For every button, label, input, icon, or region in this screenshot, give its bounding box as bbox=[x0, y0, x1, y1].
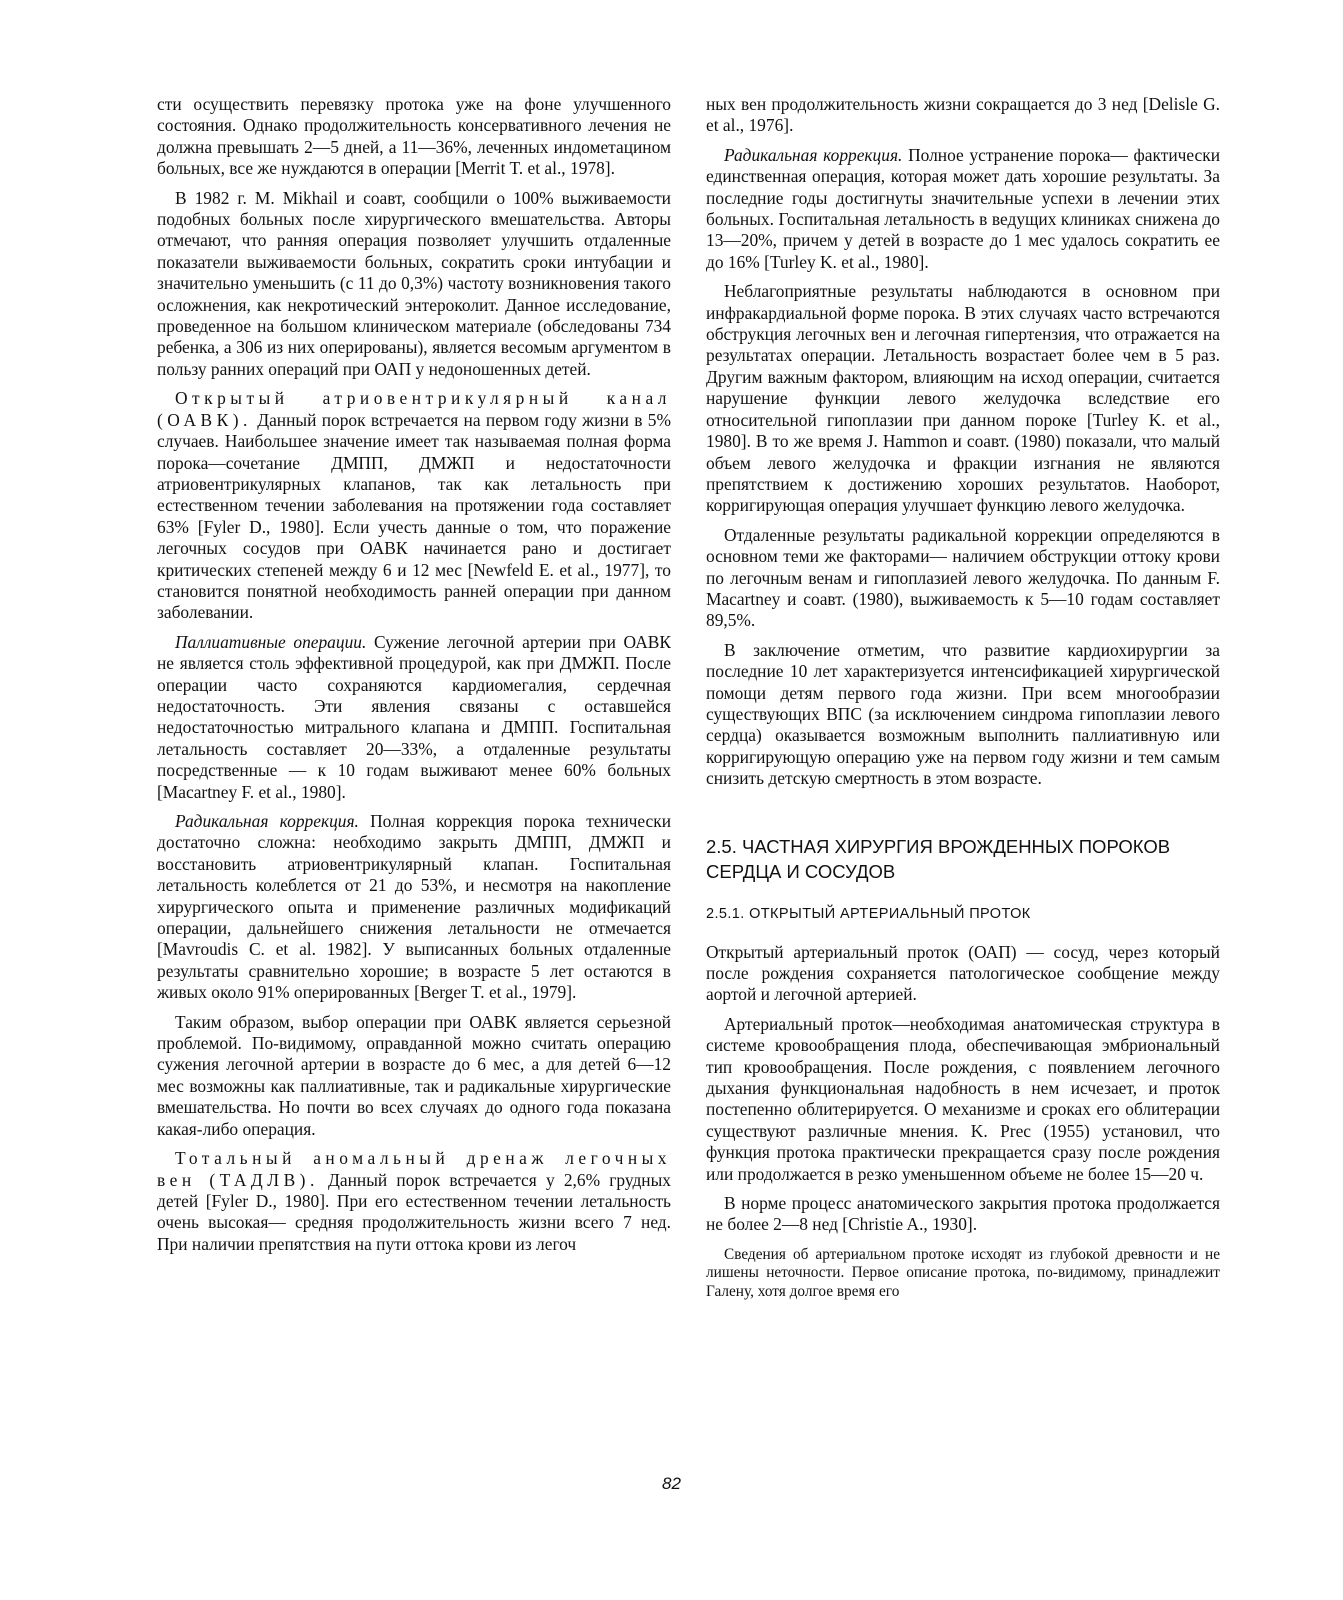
right-column bbox=[706, 94, 1220, 1310]
paragraph: сти осуществить перевязку протока уже на фоне улучшенного состояния. Однако продолжительность консервативного лечения не должна превышать 2—5 дней, а 11—36%, леченных индометацином больных, все же нуждаются в операции [Merrit T. et al., 1978]. bbox=[157, 94, 671, 179]
left-column bbox=[157, 94, 671, 1263]
spaced-heading: Открытый атриовентрикулярный канал (ОАВК). bbox=[157, 388, 671, 430]
italic-heading: Паллиативные операции. bbox=[175, 631, 367, 652]
paragraph: Неблагоприятные результаты наблюдаются в основном при инфракардиальной форме порока. В этих случаях часто встречаются обструкция легочных вен и легочная гипертензия, что отражается на результатах операции. Летальность возрастает более чем в 5 раз. Другим важным фактором, влияющим на исход операции, считается нарушение функции левого желудочка вследствие его относительной гипоплазии при данном пороке [Turley K. et al., 1980]. В то же время J. Hammon и соавт. (1980) показали, что малый объем левого желудочка и фракции изгнания не являются препятствием к достижению хороших результатов. Наоборот, корригирующая операция улучшает функцию левого желудочка. bbox=[706, 281, 1220, 516]
italic-heading: Радикальная коррекция. bbox=[724, 144, 903, 165]
paragraph: Отдаленные результаты радикальной коррекции определяются в основном теми же факторами— наличием обструкции оттоку крови по легочным венам и гипоплазией левого желудочка. По данным F. Macartney и соавт. (1980), выживаемость к 5—10 годам составляет 89,5%. bbox=[706, 524, 1220, 631]
footnote-paragraph: Сведения об артериальном протоке исходят из глубокой древности и не лишены неточности. Первое описание протока, по-видимому, принадлежит Галену, хотя долгое время его bbox=[706, 1245, 1220, 1301]
paragraph-text: Данный порок встречается у 2,6% грудных детей [Fyler D., 1980]. При его естественном течении летальность очень высокая— средняя продолжительность жизни всего 7 нед. При наличии препятствия на пути оттока крови из легоч bbox=[157, 1169, 671, 1254]
paragraph-text: Полная коррекция порока технически достаточно сложна: необходимо закрыть ДМПП, ДМЖП и восстановить атриовентрикулярный клапан. Госпитальная летальность колеблется от 21 до 53%, и несмотря на накопление хирургического опыта и применение различных модификаций операции, дальнейшего снижения летальности не отмечается [Mavroudis C. et al. 1982]. У выписанных больных отдаленные результаты сравнительно хорошие; в возрасте 5 лет остаются в живых около 91% оперированных [Berger T. et al., 1979]. bbox=[157, 811, 671, 1003]
paragraph bbox=[706, 145, 1220, 273]
paragraph: В норме процесс анатомического закрытия протока продолжается не более 2—8 нед [Christie A., 1930]. bbox=[706, 1193, 1220, 1235]
paragraph bbox=[157, 388, 671, 623]
paragraph bbox=[157, 811, 671, 1004]
paragraph: Артериальный проток—необходимая анатомическая структура в системе кровообращения плода, обеспечивающая эмбриональный тип кровообращения. После рождения, с появлением легочного дыхания функциональная надобность в нем исчезает, и проток постепенно облитерируется. О механизме и сроках его облитерации существуют различные мнения. K. Prec (1955) установил, что функция протока практически прекращается сразу после рождения или продолжается в резко уменьшенном объеме не более 15—20 ч. bbox=[706, 1013, 1220, 1184]
spaced-heading: Тотальный аномальный дренаж легочных вен (ТАДЛВ). bbox=[157, 1148, 671, 1190]
page-number: 82 bbox=[662, 1474, 681, 1493]
paragraph: Таким образом, выбор операции при ОАВК является серьезной проблемой. По-видимому, оправданной можно считать операцию сужения легочной артерии в возрасте до 6 мес, а для детей 6—12 мес возможны как паллиативные, так и радикальные хирургические вмешательства. Но почти во всех случаях до одного года показана какая-либо операция. bbox=[157, 1011, 671, 1139]
paragraph bbox=[157, 632, 671, 803]
paragraph: В 1982 г. M. Mikhail и соавт, сообщили о 100% выживаемости подобных больных после хирургического вмешательства. Авторы отмечают, что ранняя операция позволяет улучшить отдаленные показатели выживаемости больных, сократить сроки интубации и значительно уменьшить (с 11 до 0,3%) частоту возникновения такого осложнения, как некротический энтероколит. Данное исследование, проведенное на большом клиническом материале (обследованы 734 ребенка, а 306 из них оперированы), является весомым аргументом в пользу ранних операций при ОАП у недоношенных детей. bbox=[157, 187, 671, 379]
italic-heading: Радикальная коррекция. bbox=[175, 811, 359, 831]
section-title: 2.5. ЧАСТНАЯ ХИРУРГИЯ ВРОЖДЕННЫХ ПОРОКОВ СЕРДЦА И СОСУДОВ bbox=[706, 835, 1171, 882]
paragraph: Открытый артериальный проток (ОАП) — сосуд, через который после рождения сохраняется патологическое сообщение между аортой и легочной артерией. bbox=[706, 941, 1220, 1005]
subsection-title: 2.5.1. ОТКРЫТЫЙ АРТЕРИАЛЬНЫЙ ПРОТОК bbox=[706, 905, 1031, 922]
paragraph-text: Полное устранение порока— фактически единственная операция, которая может дать хорошие результаты. За последние годы достигнуты значительные успехи в лечении этих больных. Госпитальная летальность в ведущих клиниках снижена до 13—20%, причем у детей в возрасте до 1 мес удалось сократить ее до 16% [Turley K. et al., 1980]. bbox=[706, 144, 1221, 272]
paragraph-text: Сужение легочной артерии при ОАВК не является столь эффективной процедурой, как при ДМЖП. После операции часто сохраняются кардиомегалия, сердечная недостаточность. Эти явления связаны с оставшейся недостаточностью митрального клапана и ДМПП. Госпитальная летальность составляет 20—33%, а отдаленные результаты посредственные — к 10 годам выживают менее 60% больных [Macartney F. et al., 1980]. bbox=[157, 631, 671, 802]
paragraph: В заключение отметим, что развитие кардиохирургии за последние 10 лет характеризуется интенсификацией хирургической помощи детям первого года жизни. При всем многообразии существующих ВПС (за исключением синдрома гипоплазии левого сердца) оказывается возможным выполнить паллиативную или корригирующую операцию уже на первом году жизни и тем самым снизить детскую смертность в этом возрасте. bbox=[706, 639, 1220, 789]
paragraph bbox=[157, 1148, 671, 1255]
paragraph-text: Данный порок встречается на первом году жизни в 5% случаев. Наибольшее значение имеет так называемая полная форма порока—сочетание ДМПП, ДМЖП и недостаточности атриовентрикулярных клапанов, так как летальность при естественном течении заболевания на протяжении года составляет 63% [Fyler D., 1980]. Если учесть данные о том, что поражение легочных сосудов при ОАВК начинается рано и достигает критических степеней между 6 и 12 мес [Newfeld E. et al., 1977], то становится понятной необходимость ранней операции при данном заболевании. bbox=[157, 409, 671, 623]
paragraph: ных вен продолжительность жизни сокращается до 3 нед [Delisle G. et al., 1976]. bbox=[706, 94, 1220, 136]
